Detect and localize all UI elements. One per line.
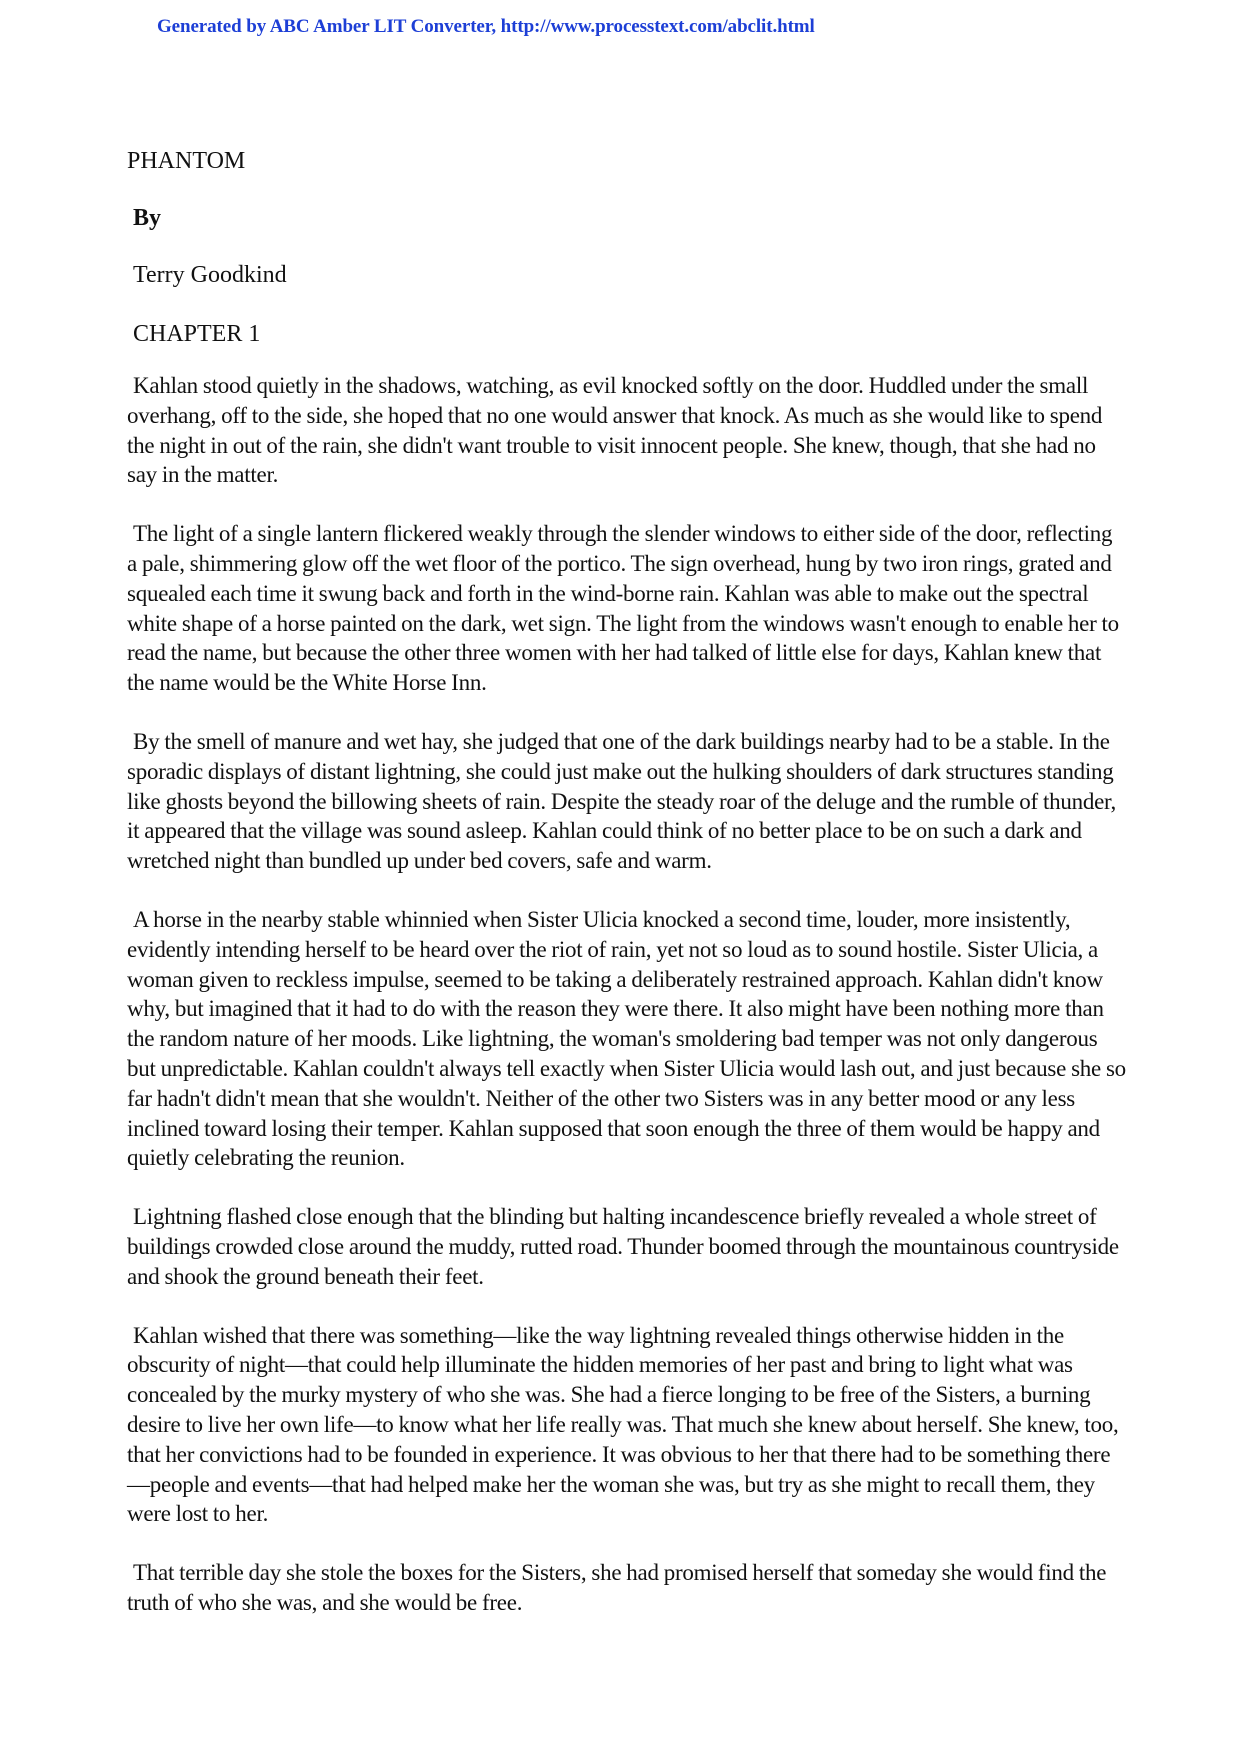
paragraph: Kahlan stood quietly in the shadows, watching, as evil knocked softly on the door. Huddled under the small overhang, off to the side, she hoped that no one would answer that knock. As much as she would like to spend the night in out of the rain, she didn't want trouble to visit innocent people. She knew, though, that she had no say in the matter. — [127, 373, 1103, 488]
generator-banner-link[interactable]: Generated by ABC Amber LIT Converter, http://www.processtext.com/abclit.html — [157, 16, 815, 37]
chapter-heading: CHAPTER 1 — [133, 321, 261, 347]
paragraph: The light of a single lantern flickered weakly through the slender windows to either side of the door, reflecting a pale, shimmering glow off the wet floor of the portico. The sign overhead, hung by two iron rings, grated and squealed each time it swung back and forth in the wind-borne rain. Kahlan was able to make out the spectral white shape of a horse painted on the dark, wet sign. The light from the windows wasn't enough to enable her to read the name, but because the other three women with her had talked of little else for days, Kahlan knew that the name would be the White Horse Inn. — [127, 521, 1119, 696]
paragraph: By the smell of manure and wet hay, she judged that one of the dark buildings nearby had to be a stable. In the sporadic displays of distant lightning, she could just make out the hulking shoulders of dark structures standing like ghosts beyond the billowing sheets of rain. Despite the steady roar of the deluge and the rumble of thunder, it appeared that the village was sound asleep. Kahlan could think of no better place to be on such a dark and wretched night than bundled up under bed covers, safe and warm. — [127, 728, 1117, 874]
by-label: By — [133, 205, 162, 231]
author-name: Terry Goodkind — [133, 262, 287, 288]
document-body — [127, 146, 1127, 1647]
paragraph: A horse in the nearby stable whinnied when Sister Ulicia knocked a second time, louder, more insistently, evidently intending herself to be heard over the riot of rain, yet not so loud as to sound hostile. Sister Ulicia, a woman given to reckless impulse, seemed to be taking a deliberately restrained approach. Kahlan didn't know why, but imagined that it had to do with the reason they were there. It also might have been nothing more than the random nature of her moods. Like lightning, the woman's smoldering bad temper was not only dangerous but unpredictable. Kahlan couldn't always tell exactly when Sister Ulicia would lash out, and just because she so far hadn't didn't mean that she wouldn't. Neither of the other two Sisters was in any better mood or any less inclined toward losing their temper. Kahlan supposed that soon enough the three of them would be happy and quietly celebrating the reunion. — [127, 906, 1126, 1171]
paragraph: That terrible day she stole the boxes for the Sisters, she had promised herself that someday she would find the truth of who she was, and she would be free. — [127, 1560, 1107, 1615]
book-title: PHANTOM — [127, 148, 246, 174]
paragraph: Kahlan wished that there was something—like the way lightning revealed things otherwise hidden in the obscurity of night—that could help illuminate the hidden memories of her past and bring to light what was concealed by the murky mystery of who she was. She had a fierce longing to be free of the Sisters, a burning desire to live her own life—to know what her life really was. That much she knew about herself. She knew, too, that her convictions had to be founded in experience. It was obvious to her that there had to be something there—people and events—that had helped make her the woman she was, but try as she might to recall them, they were lost to her. — [127, 1322, 1119, 1527]
paragraph: Lightning flashed close enough that the blinding but halting incandescence briefly revealed a whole street of buildings crowded close around the muddy, rutted road. Thunder boomed through the mountainous countryside and shook the ground beneath their feet. — [127, 1204, 1119, 1289]
